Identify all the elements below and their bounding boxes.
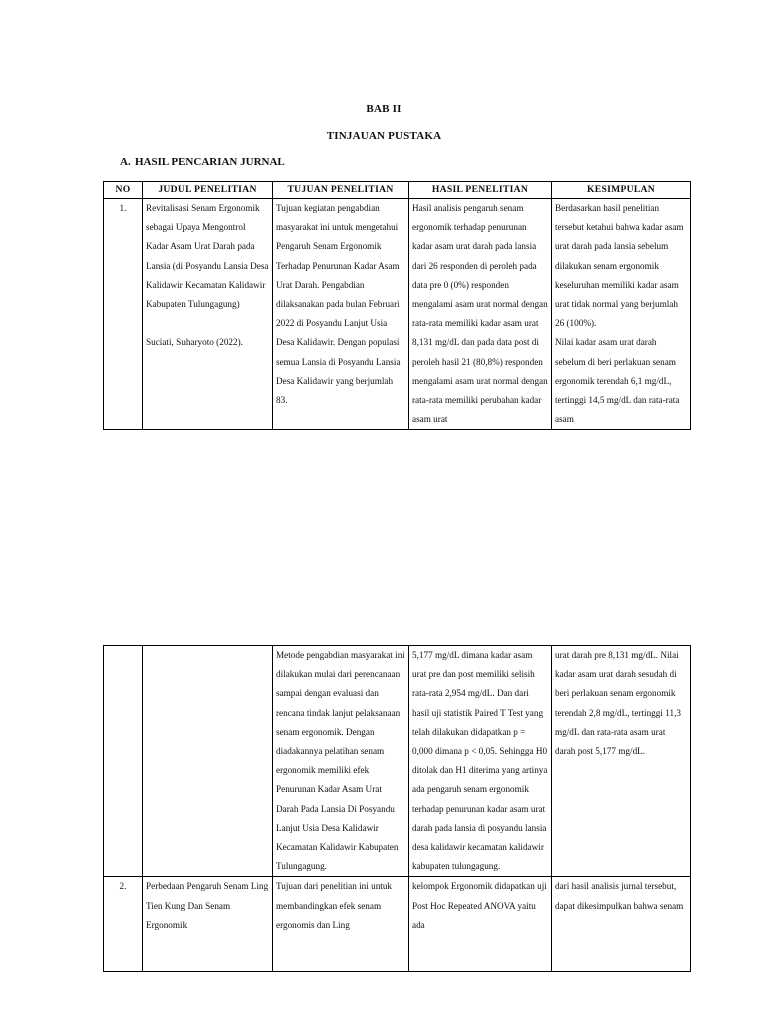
cell-kesimpulan (552, 877, 691, 972)
cell-hasil (409, 646, 552, 877)
cell-tujuan (273, 646, 409, 877)
tujuan-text: Tujuan kegiatan pengabdian masyarakat ini untuk mengetahui Pengaruh Senam Ergonomik Terhadap Penurunan Kadar Asam Urat Darah. Pengabdian dilaksanakan pada bulan Februari 2022 di Posyandu Lanjut Usia Desa Kalidawir. Dengan populasi semua Lansia di Posyandu Lansia Desa Kalidawir yang berjumlah 83. (276, 203, 401, 406)
cell-kesimpulan (552, 646, 691, 877)
row-number-empty (104, 646, 143, 877)
section-heading (120, 156, 285, 168)
table-row (104, 877, 691, 972)
header-tujuan: TUJUAN PENELITIAN (273, 182, 409, 199)
table-header-row (104, 182, 691, 199)
cell-judul (143, 877, 273, 972)
section-letter: A. (120, 156, 131, 168)
header-kesimpulan: KESIMPULAN (552, 182, 691, 199)
cell-kesimpulan (552, 199, 691, 430)
journal-title: Revitalisasi Senam Ergonomik sebagai Upaya Mengontrol Kadar Asam Urat Darah pada Lansia (di Posyandu Lansia Desa Kalidawir Kecamatan Kalidawir Kabupaten Tulungagung) (146, 203, 269, 310)
header-no: NO (104, 182, 143, 199)
chapter-title: TINJAUAN PUSTAKA (326, 130, 442, 142)
journal-authors: Suciati, Suharyoto (2022). (146, 337, 243, 348)
hasil-text: 5,177 mg/dL dimana kadar asam urat pre dan post memiliki selisih rata-rata 2,954 mg/dL. Dan dari hasil uji statistik Paired T Test yang telah dilakukan didapatkan p = 0,000 dimana p < 0,05. Sehingga H0 ditolak dan H1 diterima yang artinya ada pengaruh senam ergonomik terhadap penurunan kadar asam urat darah pada lansia di posyandu lansia desa kalidawir kecamatan kalidawir kabupaten tulungagung. (412, 650, 548, 872)
row-number: 2. (104, 877, 143, 972)
cell-tujuan (273, 199, 409, 430)
cell-tujuan (273, 877, 409, 972)
cell-judul-empty (143, 646, 273, 877)
kesimpulan-text: urat darah pre 8,131 mg/dL. Nilai kadar asam urat darah sesudah di beri perlakuan senam ergonomik terendah 2,8 mg/dL, tertinggi 11,3 mg/dL dan rata-rata asam urat darah post 5,177 mg/dL. (555, 650, 681, 757)
journal-table (103, 181, 691, 430)
journal-table-continued (103, 645, 691, 972)
tujuan-text: Tujuan dari penelitian ini untuk membandingkan efek senam ergonomis dan Ling (276, 881, 393, 930)
table-row (104, 646, 691, 877)
table-row (104, 199, 691, 430)
journal-title: Perbedaan Pengaruh Senam Ling Tien Kung Dan Senam Ergonomik (146, 881, 269, 930)
chapter-heading: BAB II (366, 103, 402, 115)
header-hasil: HASIL PENELITIAN (409, 182, 552, 199)
hasil-text: Hasil analisis pengaruh senam ergonomik terhadap penurunan kadar asam urat darah pada lansia dari 26 responden di peroleh pada data pre 0 (0%) responden mengalami asam urat normal dengan rata-rata memiliki kadar asam urat 8,131 mg/dL dan pada data post di peroleh hasil 21 (80,8%) responden mengalami asam urat normal dengan rata-rata memiliki perubahan kadar asam urat (412, 203, 548, 425)
cell-hasil (409, 199, 552, 430)
kesimpulan-text: dari hasil analisis jurnal tersebut, dapat dikesimpulkan bahwa senam (555, 881, 684, 911)
kesimpulan-text: Berdasarkan hasil penelitian tersebut ketahui bahwa kadar asam urat darah pada lansia sebelum dilakukan senam ergonomik keseluruhan memiliki kadar asam urat tidak normal yang berjumlah 26 (100%). Nilai kadar asam urat darah sebelum di beri perlakuan senam ergonomik terendah 6,1 mg/dL, tertinggi 14,5 mg/dL dan rata-rata asam (555, 203, 684, 425)
tujuan-text: Metode pengabdian masyarakat ini dilakukan mulai dari perencanaan sampai dengan evaluasi dan rencana tindak lanjut pelaksanaan senam ergonomik. Dengan diadakannya pelatihan senam ergonomik memiliki efek Penurunan Kadar Asam Urat Darah Pada Lansia Di Posyandu Lanjut Usia Desa Kalidawir Kecamatan Kalidawir Kabupaten Tulungagung. (276, 650, 405, 872)
row-number: 1. (104, 199, 143, 430)
cell-hasil (409, 877, 552, 972)
section-title: HASIL PENCARIAN JURNAL (135, 156, 285, 168)
header-judul: JUDUL PENELITIAN (143, 182, 273, 199)
hasil-text: kelompok Ergonomik didapatkan uji Post Hoc Repeated ANOVA yaitu ada (412, 881, 547, 930)
cell-judul (143, 199, 273, 430)
